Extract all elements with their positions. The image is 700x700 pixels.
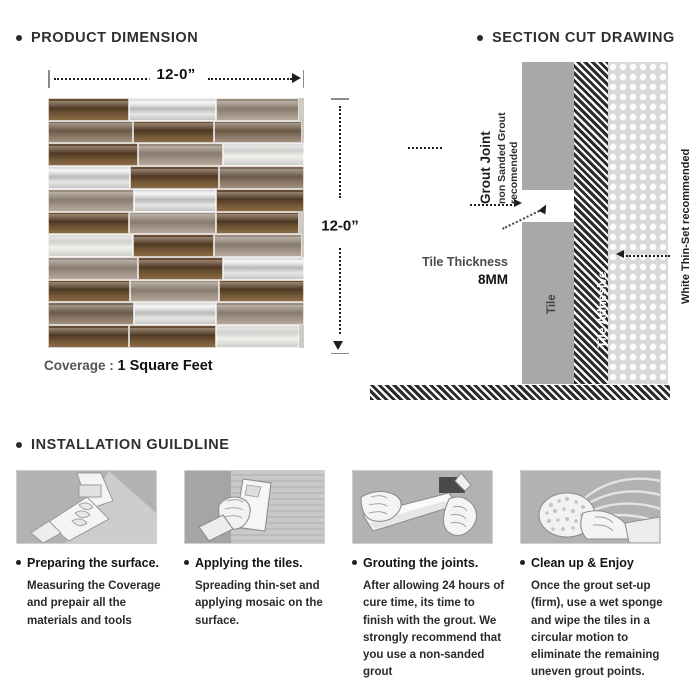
grout-joint-note: non Sanded Grout recomended — [496, 112, 521, 204]
install-step-1-head — [16, 556, 176, 570]
mosaic-tile — [216, 98, 299, 121]
mosaic-tile-image — [48, 98, 304, 348]
tile-label: Tile — [546, 294, 558, 314]
mosaic-tile — [48, 166, 130, 189]
installation-guideline-title: INSTALLATION GUILDLINE — [31, 437, 230, 453]
mosaic-tile — [216, 325, 299, 348]
mosaic-tile — [138, 257, 223, 280]
mosaic-tile — [216, 302, 304, 325]
dimension-cap-left — [48, 70, 50, 88]
height-dimension-label: 12-0” — [321, 214, 359, 239]
tile-thickness-value: 8MM — [478, 271, 508, 287]
mosaic-tile — [48, 189, 134, 212]
mosaic-tile — [223, 257, 304, 280]
mosaic-row — [48, 302, 304, 325]
bullet-icon — [16, 442, 22, 448]
dimension-arrow-right-icon — [292, 73, 301, 83]
thinset-leader-line — [626, 255, 670, 257]
mosaic-tile — [133, 234, 214, 257]
mosaic-tile — [219, 280, 304, 303]
product-dimension-title: PRODUCT DIMENSION — [31, 30, 199, 46]
mosaic-tile — [48, 121, 133, 144]
install-step-4-title: Clean up & Enjoy — [531, 556, 634, 570]
section-cut-header — [477, 30, 675, 46]
mosaic-row — [48, 325, 304, 348]
mosaic-row — [48, 234, 304, 257]
installation-steps — [16, 470, 688, 682]
tile-thickness-block — [384, 254, 508, 289]
install-step-3-title: Grouting the joints. — [363, 556, 479, 570]
tile-layer — [522, 62, 574, 384]
install-step-2-title: Applying the tiles. — [195, 556, 303, 570]
install-step-4-body: Once the grout set-up (firm), use a wet sponge and wipe the tiles in a circular motion to eliminate the remaining uneven grout points. — [531, 580, 663, 679]
mosaic-tile — [48, 257, 138, 280]
mosaic-tile — [219, 166, 304, 189]
mosaic-tile — [129, 325, 217, 348]
install-step-4 — [520, 470, 680, 682]
mosaic-row — [48, 121, 304, 144]
dimension-cap-bottom — [331, 353, 349, 355]
dimension-line-bottom — [339, 248, 341, 334]
dimension-arrow-down-icon — [333, 341, 343, 350]
mosaic-tile — [223, 143, 304, 166]
thinset-leader-arrow-icon — [616, 250, 624, 258]
install-step-3 — [352, 470, 512, 682]
mosaic-tile — [214, 234, 302, 257]
install-step-2-head — [184, 556, 344, 570]
mosaic-tile — [214, 121, 302, 144]
mosaic-tile — [134, 189, 216, 212]
bullet-icon — [184, 560, 189, 565]
mosaic-tile — [216, 189, 304, 212]
mosaic-tile — [134, 302, 216, 325]
mosaic-row — [48, 166, 304, 189]
coverage-value: 1 Square Feet — [117, 358, 213, 374]
mosaic-tile — [48, 98, 129, 121]
mosaic-row — [48, 257, 304, 280]
coverage-row — [44, 358, 213, 374]
height-dimension — [322, 98, 358, 354]
mosaic-tile — [48, 325, 129, 348]
dimension-line-right — [208, 78, 292, 80]
width-dimension — [48, 66, 304, 92]
section-cut-title: SECTION CUT DRAWING — [492, 30, 675, 46]
install-step-1-title: Preparing the surface. — [27, 556, 159, 570]
mosaic-row — [48, 98, 304, 121]
leader-line-left — [408, 147, 442, 149]
dimension-cap-right — [303, 70, 305, 88]
mosaic-tile — [216, 212, 299, 235]
install-step-2-body: Spreading thin-set and applying mosaic on the surface. — [195, 580, 323, 627]
installation-guideline-header — [16, 437, 229, 453]
bullet-icon — [352, 560, 357, 565]
section-cut-drawing — [370, 62, 692, 400]
dimension-line-left — [54, 78, 158, 80]
bullet-icon — [477, 35, 483, 41]
grout-joint-label: Grout Joint — [478, 131, 493, 204]
install-step-4-head — [520, 556, 680, 570]
mosaic-row — [48, 143, 304, 166]
mosaic-tile — [48, 302, 134, 325]
coverage-label: Coverage : — [44, 358, 114, 373]
mosaic-tile — [48, 280, 130, 303]
install-step-1 — [16, 470, 176, 682]
mosaic-tile — [48, 143, 138, 166]
install-step-2 — [184, 470, 344, 682]
grout-float-icon — [352, 470, 493, 544]
mosaic-tile — [133, 121, 214, 144]
tile-adhesive-label: Tile Adhesive — [595, 271, 609, 348]
mosaic-row — [48, 189, 304, 212]
bullet-icon — [16, 560, 21, 565]
mosaic-tile — [129, 98, 217, 121]
dimension-cap-top — [331, 98, 349, 100]
install-step-1-body: Measuring the Coverage and prepair all the materials and tools — [27, 580, 161, 627]
mosaic-row — [48, 280, 304, 303]
caulk-tube-icon — [16, 470, 157, 544]
dimension-line-top — [339, 106, 341, 198]
install-step-3-body: After allowing 24 hours of cure time, its time to finish with the grout. We strongly recommend that you use a non-sanded grout — [363, 580, 505, 679]
trowel-icon — [184, 470, 325, 544]
mosaic-tile — [130, 166, 219, 189]
substrate-layer — [608, 62, 668, 384]
white-thinset-label: White Thin-Set recommended — [680, 148, 692, 304]
grout-leader-line — [470, 204, 516, 206]
tile-thickness-label: Tile Thickness — [422, 255, 508, 269]
bullet-icon — [520, 560, 525, 565]
bullet-icon — [16, 35, 22, 41]
mosaic-tile — [138, 143, 223, 166]
mosaic-tile — [48, 212, 129, 235]
floor-layer — [370, 385, 670, 400]
sponge-icon — [520, 470, 661, 544]
product-dimension-header — [16, 30, 198, 46]
mosaic-tile — [130, 280, 219, 303]
mosaic-row — [48, 212, 304, 235]
width-dimension-label: 12-0” — [149, 66, 202, 83]
mosaic-tile — [48, 234, 133, 257]
mosaic-tile — [129, 212, 217, 235]
install-step-3-head — [352, 556, 512, 570]
